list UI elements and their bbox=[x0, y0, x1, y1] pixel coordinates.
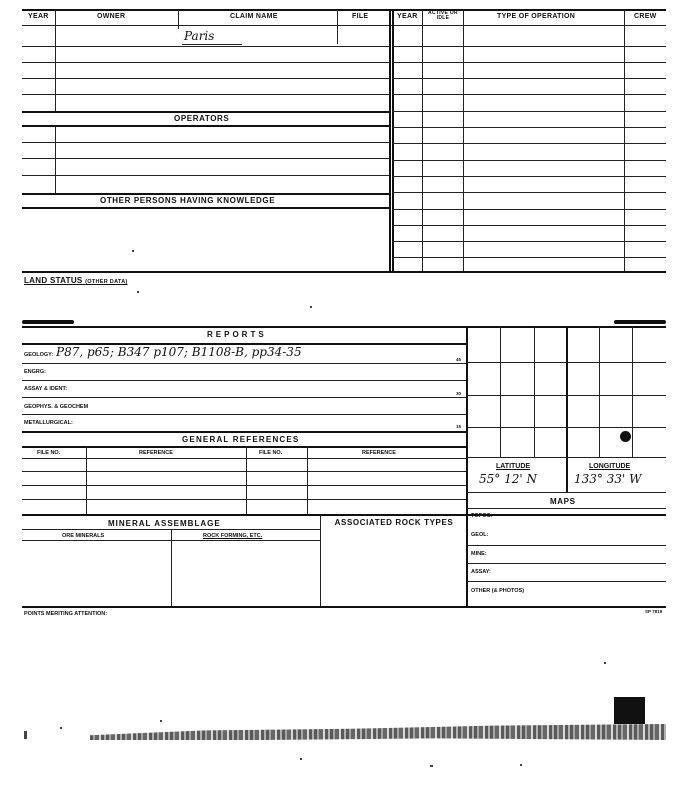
general-references-title: GENERAL REFERENCES bbox=[182, 435, 300, 444]
col-type-operation: TYPE OF OPERATION bbox=[497, 13, 576, 20]
other-persons-label: OTHER PERSONS HAVING KNOWLEDGE bbox=[100, 196, 276, 205]
geophys-label: GEOPHYS. & GEOCHEM bbox=[24, 404, 89, 410]
ref-reference-1: REFERENCE bbox=[139, 450, 173, 456]
land-status-title: LAND STATUS bbox=[24, 276, 83, 285]
map-other-label: OTHER (& PHOTOS) bbox=[471, 588, 525, 594]
ref-reference-2: REFERENCE bbox=[362, 450, 396, 456]
rock-forming-label: ROCK FORMING, ETC. bbox=[203, 533, 263, 539]
location-dot bbox=[620, 431, 631, 442]
claim-name-entry: Paris bbox=[184, 29, 215, 43]
assay-ident-label: ASSAY & IDENT: bbox=[24, 386, 68, 392]
ref-file-no-2: FILE NO. bbox=[259, 450, 283, 456]
metallurgical-label: METALLURGICAL: bbox=[24, 420, 73, 426]
map-mine-label: MINE: bbox=[471, 551, 487, 557]
map-geol-label: GEOL: bbox=[471, 532, 489, 538]
punch-block bbox=[614, 697, 645, 724]
map-assay-label: ASSAY: bbox=[471, 569, 491, 575]
associated-rock-types: ASSOCIATED ROCK TYPES bbox=[334, 518, 454, 527]
points-meriting-label: POINTS MERITING ATTENTION: bbox=[24, 611, 108, 617]
col-active-idle: ACTIVE OR IDLE bbox=[428, 10, 458, 21]
form-code: SP 7819 bbox=[645, 609, 663, 614]
geology-label: GEOLOGY: bbox=[24, 352, 54, 358]
maps-title: MAPS bbox=[550, 497, 576, 506]
scale-mark-15: 15 bbox=[456, 424, 462, 429]
reports-title: REPORTS bbox=[207, 330, 267, 339]
land-status-label bbox=[24, 276, 128, 285]
col-claim-name: CLAIM NAME bbox=[230, 13, 278, 20]
latitude-value: 55° 12' N bbox=[479, 472, 537, 486]
col-op-year: YEAR bbox=[397, 13, 418, 20]
operators-label: OPERATORS bbox=[174, 114, 230, 123]
map-topog-label: TOPOG: bbox=[471, 513, 493, 519]
col-file: FILE bbox=[352, 13, 369, 20]
ref-file-no-1: FILE NO. bbox=[37, 450, 61, 456]
latitude-label: LATITUDE bbox=[496, 463, 531, 470]
scan-streak bbox=[90, 724, 666, 740]
engrg-label: ENGRG: bbox=[24, 369, 46, 375]
longitude-label: LONGITUDE bbox=[589, 463, 631, 470]
geology-value: P87, p65; B347 p107; B1108-B, pp34-35 bbox=[56, 345, 302, 359]
scale-mark-30: 30 bbox=[456, 391, 462, 396]
col-year: YEAR bbox=[28, 13, 49, 20]
mineral-assemblage-title: MINERAL ASSEMBLAGE bbox=[108, 519, 221, 528]
land-status-sub: (OTHER DATA) bbox=[85, 279, 128, 285]
col-crew: CREW bbox=[634, 13, 657, 20]
scale-mark-45: 45 bbox=[456, 357, 462, 362]
longitude-value: 133° 33' W bbox=[574, 472, 642, 486]
ore-minerals-label: ORE MINERALS bbox=[62, 533, 105, 539]
col-owner: OWNER bbox=[97, 13, 126, 20]
